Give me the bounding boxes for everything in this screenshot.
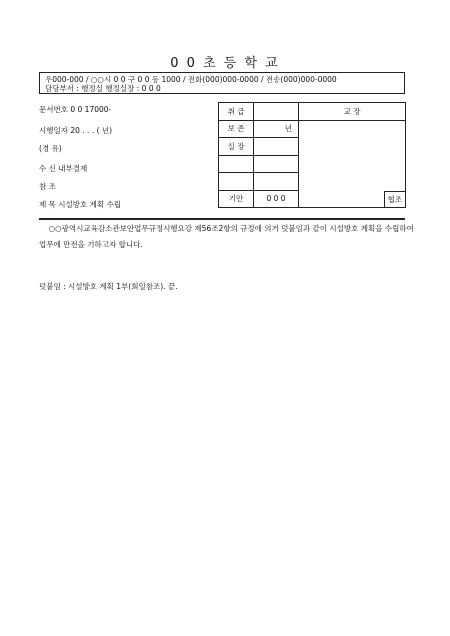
blank-cell [219,173,254,191]
blank-cell [254,173,299,191]
principal-label: 교 장 [299,103,406,121]
signature-area [299,120,406,208]
handling-value [254,103,299,121]
blank-cell [219,155,254,173]
retention-label: 보 존 [219,120,254,138]
doc-number: 문서번호 0 0 17000- [39,105,112,114]
secretary-label: 실 장 [219,138,254,156]
secretary-value [254,138,299,156]
retention-year: 년 [254,120,299,138]
cooperation-label: 협조 [384,191,406,207]
contact-line: 담당부서 : 행정실 행정실장 : 0 0 0 [45,84,161,93]
handling-label: 취 급 [219,103,254,121]
via: (경 유) [39,144,62,153]
approval-table [218,102,406,208]
subject: 제 목 시설방호 계획 수립 [39,200,121,209]
drafter-label: 기안 [219,190,254,208]
enforce-date: 시행일자 20 . . . ( 년) [39,126,113,135]
recipient: 수 신 내부결재 [39,164,88,173]
drafter-name: 0 0 0 [254,190,299,208]
attachment-note: 덧붙임 : 시설방호 계획 1부(회일참조). 끝. [39,282,178,291]
blank-cell [254,155,299,173]
address-line: 우000-000 / ○○시 0 0 구 0 0 동 1000 / 전화(000)000-0000 / 전송(000)000-0000 [45,75,337,84]
reference: 참 조 [39,182,56,191]
body-paragraph: ○○광역시교육감소관보안업무규정시행요강 제56조2항의 규정에 의거 덧붙임과 같이 시설방호 계획을 수립하여 업무에 만전을 기하고자 합니다. [39,224,414,249]
document-title: 0 0 초 등 학 교 [170,56,280,71]
divider [39,218,405,220]
